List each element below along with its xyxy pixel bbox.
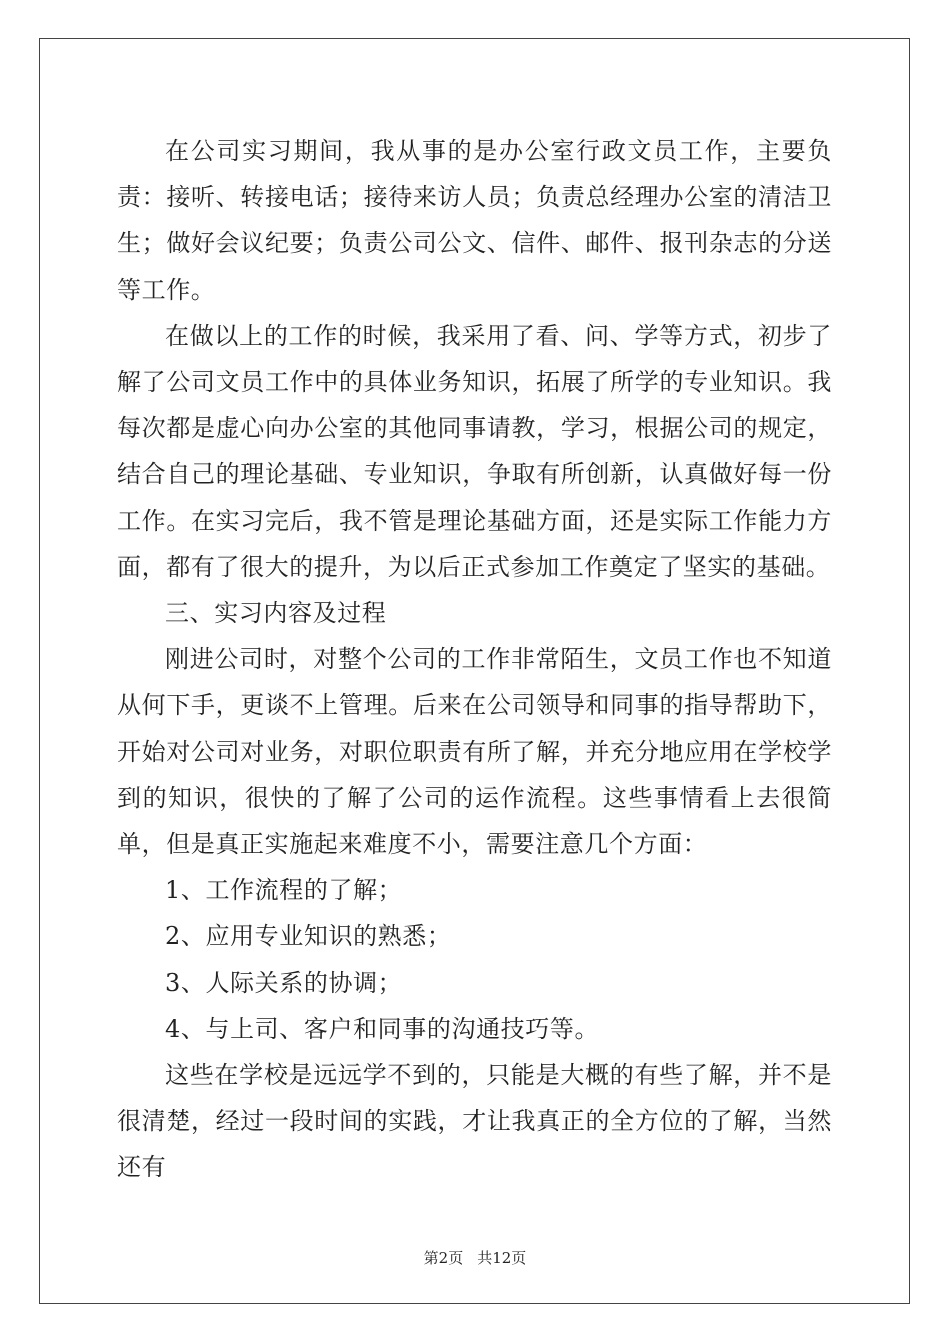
list-item-2: 2、应用专业知识的熟悉；: [165, 922, 452, 951]
document-body: [117, 128, 832, 1191]
list-item-1: 1、工作流程的了解；: [165, 876, 403, 905]
paragraph-methods: 在做以上的工作的时候，我采用了看、问、学等方式，初步了解了公司文员工作中的具体业务知识，拓展了所学的专业知识。我每次都是虚心向办公室的其他同事请教，学习，根据公司的规定，结合自己的理论基础、专业知识，争取有所创新，认真做好每一份工作。在实习完后，我不管是理论基础方面，还是实际工作能力方面，都有了很大的提升，为以后正式参加工作奠定了坚实的基础。: [117, 321, 832, 581]
page-footer: [0, 1247, 950, 1268]
paragraph-process: 刚进公司时，对整个公司的工作非常陌生，文员工作也不知道从何下手，更谈不上管理。后来在公司领导和同事的指导帮助下，开始对公司对业务，对职位职责有所了解，并充分地应用在学校学到的知识，很快的了解了公司的运作流程。这些事情看上去很简单，但是真正实施起来难度不小，需要注意几个方面：: [117, 645, 832, 859]
list-item-4: 4、与上司、客户和同事的沟通技巧等。: [165, 1014, 600, 1043]
paragraph-reflection: 这些在学校是远远学不到的，只能是大概的有些了解，并不是很清楚，经过一段时间的实践，才让我真正的全方位的了解，当然还有: [117, 1061, 832, 1182]
total-pages-label: 共12页: [477, 1249, 527, 1267]
current-page-label: 第2页: [423, 1249, 464, 1267]
section-heading-internship-content: 三、实习内容及过程: [165, 599, 387, 628]
list-item-3: 3、人际关系的协调；: [165, 968, 403, 997]
paragraph-duties: 在公司实习期间，我从事的是办公室行政文员工作，主要负责：接听、转接电话；接待来访人员；负责总经理办公室的清洁卫生；做好会议纪要；负责公司公文、信件、邮件、报刊杂志的分送等工作。: [117, 137, 832, 304]
